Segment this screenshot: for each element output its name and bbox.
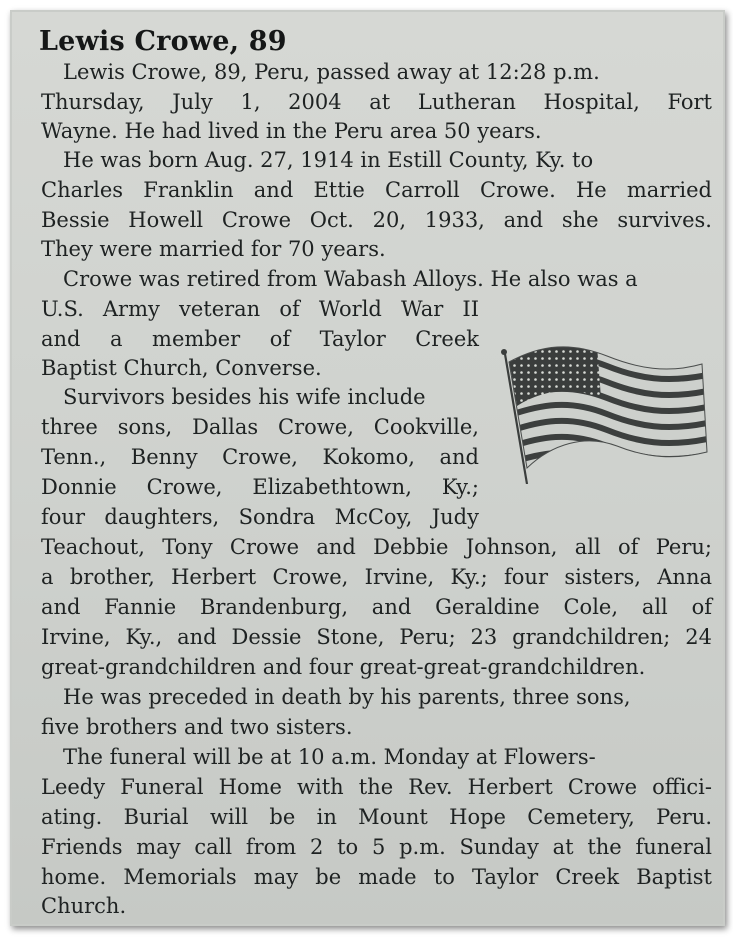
- text-line: Leedy Funeral Home with the Rev. Herbert Crowe offici-: [41, 775, 712, 799]
- text-line: and Fannie Brandenburg, and Geraldine Cole, all of: [41, 595, 712, 619]
- text-line: Church.: [41, 894, 127, 918]
- text-line: Wayne. He had lived in the Peru area 50 years.: [41, 119, 542, 143]
- text-line: four daughters, Sondra McCoy, Judy: [41, 505, 479, 529]
- text-line: five brothers and two sisters.: [41, 715, 353, 739]
- clipping-frame: [10, 10, 725, 926]
- text-line: Teachout, Tony Crowe and Debbie Johnson, all of Peru;: [41, 535, 712, 559]
- text-line: The funeral will be at 10 a.m. Monday at Flowers-: [63, 745, 596, 769]
- text-line: Lewis Crowe, 89, Peru, passed away at 12:28 p.m.: [63, 60, 600, 84]
- text-line: and a member of Taylor Creek: [41, 327, 479, 351]
- text-line: Bessie Howell Crowe Oct. 20, 1933, and she survives.: [41, 208, 712, 232]
- text-line: Irvine, Ky., and Dessie Stone, Peru; 23 grandchildren; 24: [41, 625, 712, 649]
- text-line: He was preceded in death by his parents, three sons,: [63, 685, 631, 709]
- obituary-headline: Lewis Crowe, 89: [39, 26, 287, 57]
- text-line: a brother, Herbert Crowe, Irvine, Ky.; four sisters, Anna: [41, 565, 712, 589]
- text-line: Survivors besides his wife include: [63, 385, 426, 409]
- text-line: Donnie Crowe, Elizabethtown, Ky.;: [41, 475, 479, 499]
- text-line: Charles Franklin and Ettie Carroll Crowe. He married: [41, 178, 712, 202]
- text-line: great-grandchildren and four great-great-grandchildren.: [41, 655, 646, 679]
- text-line: Friends may call from 2 to 5 p.m. Sunday at the funeral: [41, 835, 712, 859]
- text-line: Thursday, July 1, 2004 at Lutheran Hospital, Fort: [41, 90, 712, 114]
- text-line: U.S. Army veteran of World War II: [41, 297, 479, 321]
- text-line: Crowe was retired from Wabash Alloys. He also was a: [63, 267, 638, 291]
- text-line: They were married for 70 years.: [41, 237, 386, 261]
- text-line: ating. Burial will be in Mount Hope Cemetery, Peru.: [41, 805, 712, 829]
- us-flag-icon: [497, 334, 712, 484]
- newspaper-clipping: [12, 12, 723, 924]
- text-line: Tenn., Benny Crowe, Kokomo, and: [41, 445, 479, 469]
- text-line: home. Memorials may be made to Taylor Creek Baptist: [41, 865, 712, 889]
- text-line: He was born Aug. 27, 1914 in Estill County, Ky. to: [63, 148, 594, 172]
- text-line: three sons, Dallas Crowe, Cookville,: [41, 415, 479, 439]
- text-line: Baptist Church, Converse.: [41, 356, 322, 380]
